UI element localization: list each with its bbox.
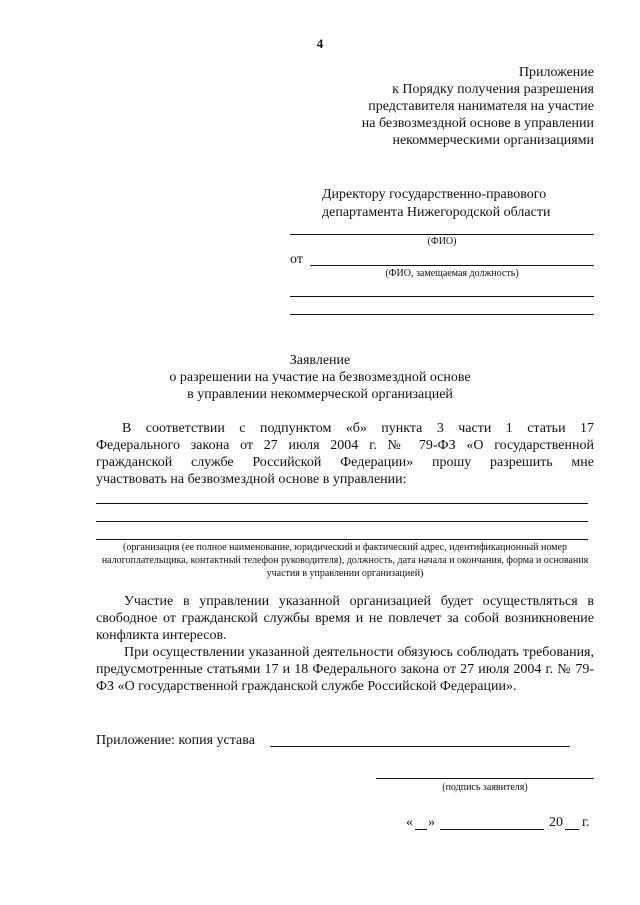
request-line: В соответствии с подпунктом «б» пункта 3 части 1 статьи 17 bbox=[122, 421, 594, 436]
title-line: в управлении некоммерческой организацией bbox=[187, 387, 453, 402]
director-fio-field[interactable] bbox=[290, 234, 594, 235]
date-year-field[interactable] bbox=[565, 829, 579, 830]
appendix-line: к Порядку получения разрешения bbox=[392, 82, 594, 97]
attachment-field[interactable] bbox=[270, 746, 570, 747]
page-number: 4 bbox=[316, 36, 324, 51]
request-line: участвовать на безвозмездной основе в управлении: bbox=[96, 472, 407, 487]
obligation-paragraph: При осуществлении указанной деятельности обязуюсь соблюдать требования, предусмотренные статьями 17 и 18 Федерального закона от 27 июля 2004 г. № 79-ФЗ «О государственной гражданской службе Российской Федерации». bbox=[96, 645, 594, 694]
signature-field[interactable] bbox=[376, 778, 594, 779]
organization-field-line[interactable] bbox=[96, 521, 588, 522]
request-line: Федерального закона от 27 июля 2004 г. № 79-ФЗ «О государственной bbox=[96, 438, 594, 453]
addressee-line: Директору государственно-правового bbox=[322, 187, 547, 202]
date-day-open: « bbox=[406, 815, 413, 830]
addressee-block bbox=[322, 186, 550, 222]
date-day-field[interactable] bbox=[415, 829, 427, 830]
appendix-header bbox=[362, 64, 594, 149]
date-year-prefix: 20 bbox=[549, 815, 563, 830]
applicant-field-line[interactable] bbox=[290, 296, 594, 297]
applicant-fio-field[interactable] bbox=[310, 265, 594, 266]
organization-field-line[interactable] bbox=[96, 539, 588, 540]
date-month-field[interactable] bbox=[440, 829, 544, 830]
organization-caption: (организация (ее полное наименование, юридический и фактический адрес, идентификационный номер налогоплательщика, контактный телефон руководителя), должность, дата начала и окончания, форма и основания участия в управлении организацией) bbox=[101, 542, 589, 579]
participation-paragraph: Участие в управлении указанной организацией будет осуществляться в свободное от гражданской службы время и не повлечет за собой возникновение конфликта интересов. bbox=[96, 594, 594, 643]
document-title bbox=[0, 352, 640, 403]
addressee-line: департамента Нижегородской области bbox=[322, 205, 551, 220]
appendix-line: на безвозмездной основе в управлении bbox=[361, 116, 594, 131]
fio-position-caption: (ФИО, замещаемая должность) bbox=[385, 268, 519, 279]
signature-caption: (подпись заявителя) bbox=[442, 782, 528, 793]
attachment-label: Приложение: копия устава bbox=[96, 733, 255, 748]
date-day-close: » bbox=[428, 815, 435, 830]
organization-field-line[interactable] bbox=[96, 503, 588, 504]
request-line: гражданской службе Российской Федерации» прошу разрешить мне bbox=[96, 455, 594, 470]
date-year-suffix: г. bbox=[582, 815, 590, 830]
title-line: о разрешении на участие на безвозмездной основе bbox=[169, 370, 471, 385]
title-line: Заявление bbox=[289, 353, 351, 368]
applicant-field-line[interactable] bbox=[290, 314, 594, 315]
appendix-line: некоммерческими организациями bbox=[392, 133, 594, 148]
appendix-line: Приложение bbox=[518, 65, 594, 80]
request-paragraph bbox=[96, 420, 594, 488]
from-label: от bbox=[290, 252, 303, 267]
appendix-line: представителя нанимателя на участие bbox=[368, 99, 594, 114]
fio-caption: (ФИО) bbox=[427, 236, 457, 247]
